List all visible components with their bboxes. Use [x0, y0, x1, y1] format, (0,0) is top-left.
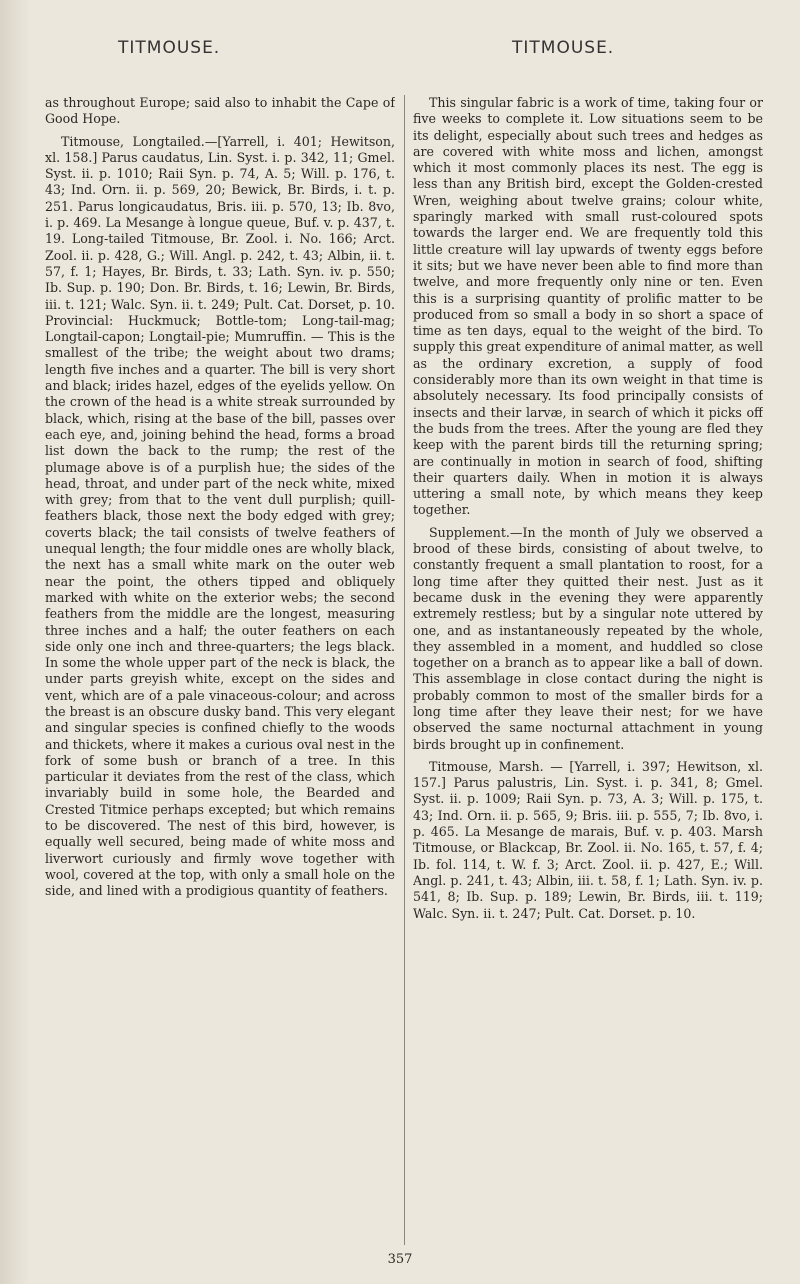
page-number: 357: [387, 1252, 413, 1267]
running-head-right: TITMOUSE.: [512, 38, 615, 58]
paragraph-nest-eggs: This singular fabric is a work of time, taking four or five weeks to complete it. Low situations seem to be its delight, especially about such trees and hedges as are covered with white moss and lichen, amongst which it most commonly places its nest. The egg is less than any British bird, except the Golden-crested Wren, weighing about twelve grains; colour white, sparingly marked with small rust-coloured spots towards the larger end. We are frequently told this little creature will lay upwards of twenty eggs before it sits; but we have never been able to find more than twelve, and more frequently only nine or ten. Even this is a surprising quantity of prolific matter to be produced from so small a body in so short a space of time as ten days, equal to the weight of the bird. To supply this great expenditure of animal matter, as well as the ordinary excretion, a supply of food considerably more than its own weight in that time is absolutely necessary. Its food principally consists of insects and their larvæ, in search of which it picks off the buds from the trees. After the young are fled they keep with the parent birds till the returning spring; are continually in motion in search of food, shifting their quarters daily. When in motion it is always uttering a small note, by which means they keep together.: [413, 95, 763, 518]
left-column: [45, 95, 395, 1235]
running-head-left: TITMOUSE.: [118, 38, 221, 58]
right-column: [413, 95, 763, 1245]
page-header: [0, 30, 800, 60]
column-divider: [404, 95, 405, 1245]
page-edge-shadow: [0, 0, 30, 1284]
paragraph-supplement: Supplement.—In the month of July we observed a brood of these birds, consisting of about twelve, to constantly frequent a small plantation to roost, for a long time after they quitted their nest. Just as it became dusk in the evening they were apparently extremely restless; but by a singular note uttered by one, and as instantaneously repeated by the whole, they assembled in a moment, and huddled so close together on a branch as to appear like a ball of down. This assemblage in close contact during the night is probably common to most of the smaller birds for a long time after they leave their nest; for we have observed the same nocturnal attachment in young birds brought up in confinement.: [413, 524, 763, 752]
entry-marsh-titmouse: Titmouse, Marsh. — [Yarrell, i. 397; Hewitson, xl. 157.] Parus palustris, Lin. Syst. i. p. 341, 8; Gmel. Syst. ii. p. 1009; Raii Syn. p. 73, A. 3; Will. p. 175, t. 43; Ind. Orn. ii. p. 565, 9; Bris. iii. p. 555, 7; Ib. 8vo, i. p. 465. La Mesange de marais, Buf. v. p. 403. Marsh Titmouse, or Blackcap, Br. Zool. ii. No. 165, t. 57, f. 4; Ib. fol. 114, t. W. f. 3; Arct. Zool. ii. p. 427, E.; Will. Angl. p. 241, t. 43; Albin, iii. t. 58, f. 1; Lath. Syn. iv. p. 541, 8; Ib. Sup. p. 189; Lewin, Br. Birds, iii. t. 119; Walc. Syn. ii. t. 247; Pult. Cat. Dorset. p. 10.: [413, 758, 763, 921]
entry-longtailed-titmouse: Titmouse, Longtailed.—[Yarrell, i. 401; Hewitson, xl. 158.] Parus caudatus, Lin. Syst. i. p. 342, 11; Gmel. Syst. ii. p. 1010; Raii Syn. p. 74, A. 5; Will. p. 176, t. 43; Ind. Orn. ii. p. 569, 20; Bewick, Br. Birds, i. t. p. 251. Parus longicaudatus, Bris. iii. p. 570, 13; Ib. 8vo, i. p. 469. La Mesange à longue queue, Buf. v. p. 437, t. 19. Long-tailed Titmouse, Br. Zool. i. No. 166; Arct. Zool. ii. p. 428, G.; Will. Angl. p. 242, t. 43; Albin, ii. t. 57, f. 1; Hayes, Br. Birds, t. 33; Lath. Syn. iv. p. 550; Ib. Sup. p. 190; Don. Br. Birds, t. 16; Lewin, Br. Birds, iii. t. 121; Walc. Syn. ii. t. 249; Pult. Cat. Dorset, p. 10. Provincial: Huckmuck; Bottle-tom; Long-tail-mag; Longtail-capon; Longtail-pie; Mumruffin. — This is the smallest of the tribe; the weight about two drams; length five inches and a quarter. The bill is very short and black; irides hazel, edges of the eyelids yellow. On the crown of the head is a white streak surrounded by black, which, rising at the base of the bill, passes over each eye, and, joining behind the head, forms a broad list down the back to the rump; the rest of the plumage above is of a purplish hue; the sides of the head, throat, and under part of the neck white, mixed with grey; from that to the vent dull purplish; quill-feathers black, those next the body edged with grey; coverts black; the tail consists of twelve feathers of unequal length; the four middle ones are wholly black, the next has a small white mark on the outer web near the point, the others tipped and obliquely marked with white on the exterior webs; the second feathers from the middle are the longest, measuring three inches and a half; the outer feathers on each side only one inch and three-quarters; the legs black. In some the whole upper part of the neck is black, the under parts greyish white, except on the sides and vent, which are of a pale vinaceous-colour; and across the breast is an obscure dusky band. This very elegant and singular species is confined chiefly to the woods and thickets, where it makes a curious oval nest in the fork of some bush or branch of a tree. In this particular it deviates from the rest of the class, which invariably build in some hole, the Bearded and Crested Titmice perhaps excepted; but which remains to be discovered. The nest of this bird, however, is equally well secured, being made of white moss and liverwort curiously and firmly wove together with wool, covered at the top, with only a small hole on the side, and lined with a prodigious quantity of feathers.: [45, 133, 395, 899]
paragraph-continuation: as throughout Europe; said also to inhabit the Cape of Good Hope.: [45, 95, 395, 127]
